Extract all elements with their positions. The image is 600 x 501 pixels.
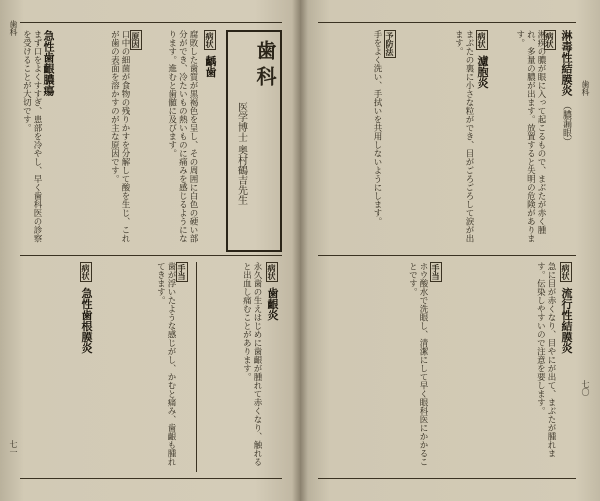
section-gonococcal-conjunctivitis	[496, 30, 576, 250]
section-body: まず口をよくすすぎ、患部を冷やし、早く歯科医の診察を受けることが大切です。	[21, 30, 42, 243]
article-title: 歯科	[253, 40, 277, 92]
section-tag: 手当	[431, 264, 441, 280]
article-title-box	[226, 30, 282, 252]
article-author: 医学博士 奥村鶴吉先生	[235, 102, 247, 206]
section-follicular	[404, 30, 492, 250]
section-heading: 急性歯齦膿瘍	[42, 30, 55, 96]
section-heading: 齲歯	[204, 55, 217, 78]
section-body: 永久歯の生えはじめに歯齦が腫れて赤くなり、触れると出血し痛むことがあります。	[241, 262, 262, 466]
left-page-number: 七一	[9, 440, 18, 456]
section-tag: 原因	[131, 32, 141, 48]
section-prevention	[318, 30, 400, 250]
section-tag: 病状	[81, 264, 91, 280]
section-periodontitis	[20, 262, 96, 472]
top-rule	[318, 22, 576, 23]
section-heading: 急性歯根膜炎	[80, 287, 93, 354]
section-heading: 流行性結膜炎	[560, 287, 573, 354]
section-body: 歯が浮いたような感じがし、かむと痛み、歯齦も腫れてきます。	[155, 262, 176, 466]
section-epidemic-conjunctivitis	[450, 262, 576, 472]
middle-rule	[20, 255, 282, 256]
bottom-rule	[318, 478, 576, 479]
section-tag: 予防法	[385, 32, 395, 56]
right-running-head: 歯科	[581, 80, 590, 96]
section-body: 手をよく洗い、手拭いを共用しないようにします。	[372, 30, 382, 226]
middle-rule	[318, 255, 576, 256]
section-tag: 病状	[545, 32, 555, 48]
left-running-head: 歯科	[9, 20, 18, 36]
section-tag: 病状	[267, 264, 277, 280]
section-body: 急に目が赤くなり、目やにが出て、まぶたが腫れます。伝染しやすいので注意を要します。	[535, 262, 556, 458]
right-page	[300, 0, 600, 501]
section-tag: 手当	[177, 264, 187, 280]
section-heading: 濾胞炎	[476, 55, 489, 89]
section-caries	[150, 30, 220, 250]
section-tag: 病状	[477, 32, 487, 48]
section-cause	[60, 30, 146, 250]
section-acute-abscess-care	[100, 262, 192, 472]
top-rule	[20, 22, 282, 23]
section-body: 口中の細菌が食物の残りかすを分解して酸を生じ、これが歯の表面を溶かすのが主な原因です。	[109, 30, 130, 243]
section-gingivitis	[200, 262, 282, 472]
section-body: 淋疾の膿が眼に入って起こるもので、まぶたが赤く腫れ、多量の膿が出ます。放置すると失明の危険があります。	[514, 30, 546, 243]
book-gutter	[292, 0, 308, 501]
section-care	[318, 262, 446, 472]
section-subheading: （膿漏眼）	[561, 101, 571, 147]
bottom-rule	[20, 478, 282, 479]
section-gingivitis-acute	[20, 30, 58, 250]
section-body: ホウ酸水で洗眼し、清潔にして早く眼科医にかかることです。	[407, 262, 428, 466]
right-page-number: 七〇	[581, 380, 590, 396]
section-tag: 病状	[205, 32, 215, 48]
column-divider	[196, 262, 197, 472]
section-body: まぶたの裏に小さな粒ができ、目がごろごろして涙が出ます。	[453, 30, 474, 243]
section-body: 腐敗した歯質が黒褐色を呈し、その周囲に白色の硬い部分ができ、冷たいもの熱いものに痛みを感じるようになります。進むと歯髄に及びます。	[166, 30, 198, 243]
section-heading: 淋毒性結膜炎	[560, 30, 573, 96]
section-tag: 病状	[561, 264, 571, 280]
section-heading: 歯齦炎	[266, 287, 279, 321]
